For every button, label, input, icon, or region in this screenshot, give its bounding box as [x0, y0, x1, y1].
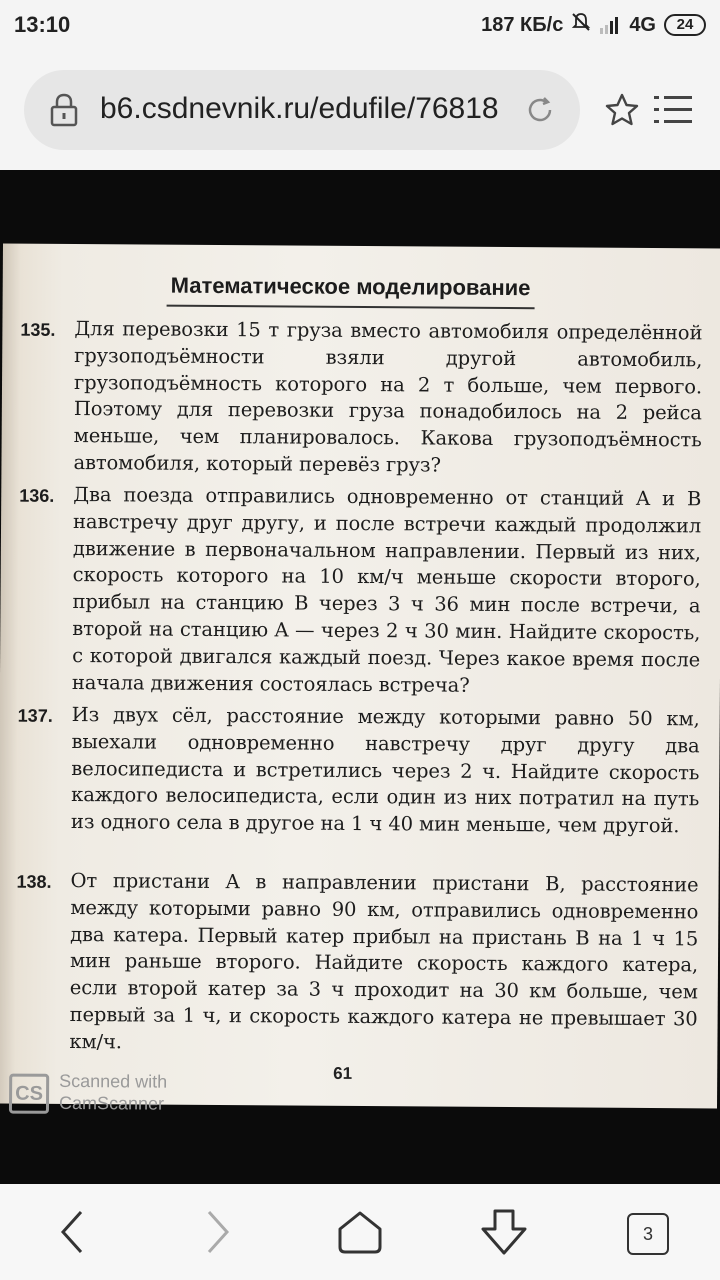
tabs-button[interactable]: [620, 1208, 676, 1260]
problem-number: 138.: [16, 871, 52, 892]
problem-number: 137.: [17, 705, 53, 726]
signal-icon: [599, 16, 621, 34]
page-title: Математическое моделирование: [170, 272, 531, 301]
browser-toolbar: [0, 52, 720, 170]
back-button[interactable]: [44, 1208, 100, 1260]
bookmark-star-icon[interactable]: [604, 92, 640, 133]
download-button[interactable]: [476, 1208, 532, 1260]
camscanner-watermark: [59, 1070, 167, 1115]
url-text[interactable]: b6.csdnevnik.ru/edufile/76818: [100, 92, 499, 125]
reload-icon[interactable]: [524, 94, 556, 131]
camscanner-logo: CS: [9, 1074, 49, 1114]
problem-number: 136.: [19, 485, 55, 506]
menu-icon[interactable]: [654, 94, 694, 131]
problem-text: Из двух сёл, расстояние между которыми равно 50 км, выехали одновременно навстречу друг другу два велосипедиста и встретились через 2 ч. Найдите скорость каждого велосипедиста, если один из них потратил на путь из одного села в другое на 1 ч 40 мин меньше, чем другой.: [70, 702, 700, 838]
watermark-line: Scanned with: [59, 1070, 168, 1092]
chevron-right-icon: [203, 1209, 233, 1260]
forward-button[interactable]: [190, 1208, 246, 1260]
bottom-navigation: [0, 1184, 720, 1280]
problem-item: [16, 868, 699, 1054]
download-arrow-icon: [479, 1207, 529, 1262]
chevron-left-icon: [57, 1209, 87, 1260]
problem-item: [20, 316, 703, 477]
problem-item: [17, 702, 700, 838]
home-button[interactable]: [332, 1208, 388, 1260]
status-indicators: [481, 12, 706, 38]
tabs-count: 3: [627, 1213, 669, 1255]
problem-number: 135.: [20, 319, 56, 340]
mute-icon: [571, 12, 591, 38]
title-underline: [167, 305, 535, 310]
page-number: 61: [333, 1063, 353, 1083]
problem-item: [19, 482, 702, 697]
watermark-line: CamScanner: [58, 1092, 165, 1114]
problem-text: Для перевозки 15 т груза вместо автомобиля определённой грузоподъёмности взяли другой автомобиль, грузоподъёмность которого на 2 т больше, чем первого. Поэтому для перевозки груза понадобилось на 2 рейса меньше, чем планировалось. Какова грузоподъёмность автомобиля, который перевёз груз?: [73, 316, 703, 477]
scanned-page: [0, 243, 720, 1114]
status-bar: [0, 0, 720, 52]
home-icon: [336, 1209, 384, 1260]
network-type: 4G: [629, 13, 656, 36]
image-viewer: [0, 170, 720, 1184]
lock-icon: [50, 93, 78, 132]
address-bar[interactable]: [24, 70, 580, 150]
status-time: 13:10: [14, 12, 71, 37]
problem-text: От пристани A в направлении пристани B, расстояние между которыми равно 90 км, отправились одновременно два катера. Первый катер прибыл на пристань B на 1 ч 15 мин раньше второго. Найдите скорость каждого катера, если второй катер за 3 ч проходит на 30 км больше, чем первый за 1 ч, и скорость каждого катера не превышает 30 км/ч.: [69, 868, 699, 1054]
network-speed: 187 КБ/с: [481, 13, 564, 36]
battery-icon: 24: [664, 14, 706, 36]
problem-text: Два поезда отправились одновременно от станций A и B навстречу друг другу, и после встречи каждый продолжил движение в первоначальном направлении. Первый из них, скорость которого на 10 км/ч меньше скорости второго, прибыл на станцию B через 3 ч 36 мин после встречи, а второй на станцию A — через 2 ч 30 мин. Найдите скорость, с которой двигался каждый поезд. Через какое время после начала движения состоялась встреча?: [71, 482, 702, 697]
